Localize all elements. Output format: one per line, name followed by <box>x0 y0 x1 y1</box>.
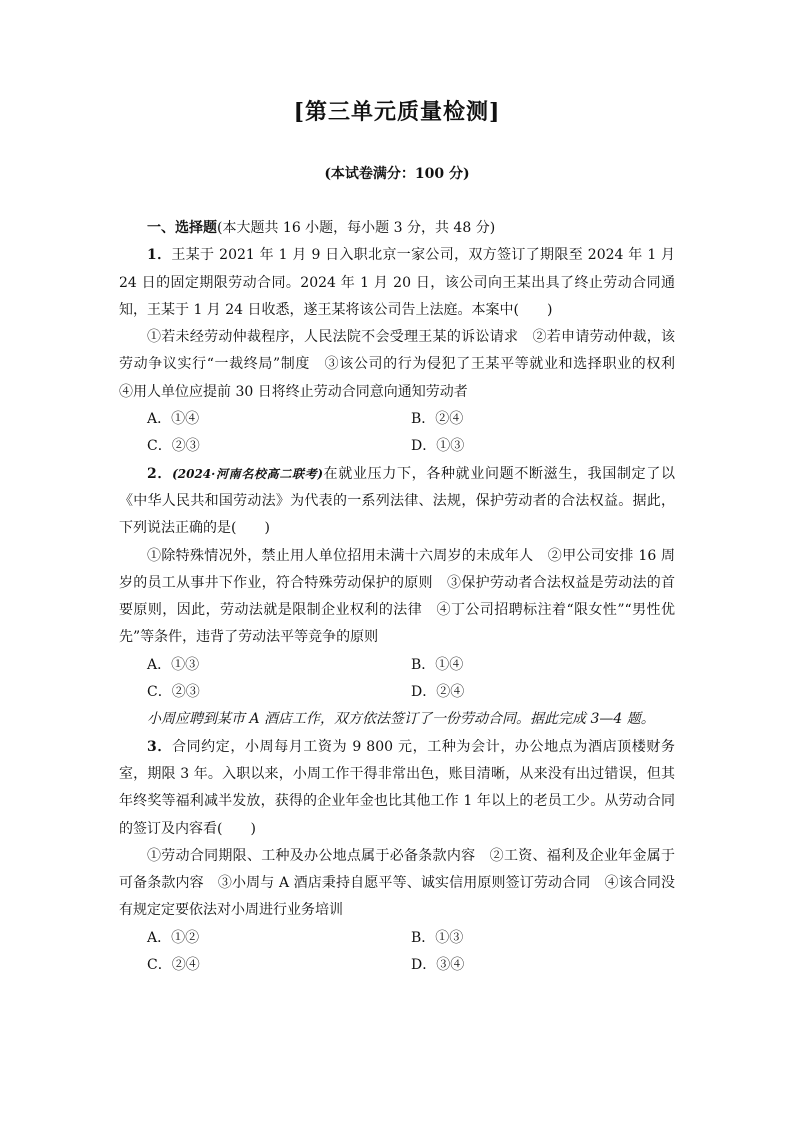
option-b[interactable]: B．①③ <box>411 929 464 946</box>
question-3-stem <box>119 734 675 843</box>
option-b[interactable]: B．②④ <box>411 411 464 428</box>
score-note: (本试卷满分：100 分) <box>324 166 470 182</box>
option-c[interactable]: C．②③ <box>147 438 200 455</box>
question-source: (2024·河南名校高二联考) <box>172 466 324 481</box>
exam-content <box>119 215 689 979</box>
option-a[interactable]: A．①④ <box>147 411 200 428</box>
question-1-statements: ①若未经劳动仲裁程序，人民法院不会受理王某的诉讼请求 ②若申请劳动仲裁，该劳动争议实行“一裁终局”制度 ③该公司的行为侵犯了王某平等就业和选择职业的权利 ④用人单位应提前 30 日将终止劳动合同意向通知劳动者 <box>119 329 689 400</box>
question-2-options-row-1 <box>119 652 675 679</box>
question-number: 3． <box>147 738 172 755</box>
section-label: 一、选择题 <box>147 220 217 236</box>
question-text: 合同约定，小周每月工资为 9 800 元，工种为会计，办公地点为酒店顶楼财务室，期限 3 年。入职以来，小周工作干得非常出色，账目清晰，从来没有出过错误，但其年终奖等福利减半发放，获得的企业年金也比其他工作 1 年以上的老员工少。从劳动合同的签订及内容看( ) <box>119 738 675 837</box>
material-context: 小周应聘到某市 A 酒店工作，双方依法签订了一份劳动合同。据此完成 3—4 题。 <box>147 711 655 728</box>
option-d[interactable]: D．①③ <box>411 438 465 455</box>
question-text: 王某于 2021 年 1 月 9 日入职北京一家公司，双方签订了期限至 2024 年 1 月 24 日的固定期限劳动合同。2024 年 1 月 20 日，该公司向王某出具了终止劳动合同通知，王某于 1 月 24 日收悉，遂王某将该公司告上法庭。本案中( ) <box>119 247 675 318</box>
question-3-options-row-1 <box>119 925 675 952</box>
page-title: [第三单元质量检测] <box>293 99 501 125</box>
question-3-options-row-2 <box>119 952 675 979</box>
section-heading <box>119 215 675 242</box>
option-a[interactable]: A．①③ <box>147 656 200 673</box>
option-d[interactable]: D．②④ <box>411 684 465 701</box>
question-1-stem <box>119 242 675 324</box>
question-text: 在就业压力下，各种就业问题不断滋生，我国制定了以《中华人民共和国劳动法》为代表的一系列法律、法规，保护劳动者的合法权益。据此，下列说法正确的是( ) <box>119 465 675 537</box>
question-number: 2． <box>147 465 173 482</box>
question-1-options-row-1 <box>119 406 675 433</box>
question-2-statements: ①除特殊情况外，禁止用人单位招用未满十六周岁的未成年人 ②甲公司安排 16 周岁的员工从事井下作业，符合特殊劳动保护的原则 ③保护劳动者合法权益是劳动法的首要原则，因此，劳动法就是限制企业权利的法律 ④丁公司招聘标注着“限女性”“男性优先”等条件，违背了劳动法平等竞争的原则 <box>119 547 675 646</box>
question-2-stem <box>119 461 675 543</box>
question-2-options-row-2 <box>119 679 675 706</box>
option-a[interactable]: A．①② <box>147 929 200 946</box>
question-number: 1． <box>147 247 172 264</box>
section-description: (本大题共 16 小题，每小题 3 分，共 48 分) <box>217 220 496 236</box>
question-3-statements: ①劳动合同期限、工种及办公地点属于必备条款内容 ②工资、福利及企业年金属于可备条款内容 ③小周与 A 酒店秉持自愿平等、诚实信用原则签订劳动合同 ④该合同没有规定定要依法对小周进行业务培训 <box>119 847 675 919</box>
option-d[interactable]: D．③④ <box>411 957 465 974</box>
option-c[interactable]: C．②③ <box>147 684 200 701</box>
question-1-options-row-2 <box>119 433 675 460</box>
option-b[interactable]: B．①④ <box>411 656 464 673</box>
option-c[interactable]: C．②④ <box>147 957 200 974</box>
